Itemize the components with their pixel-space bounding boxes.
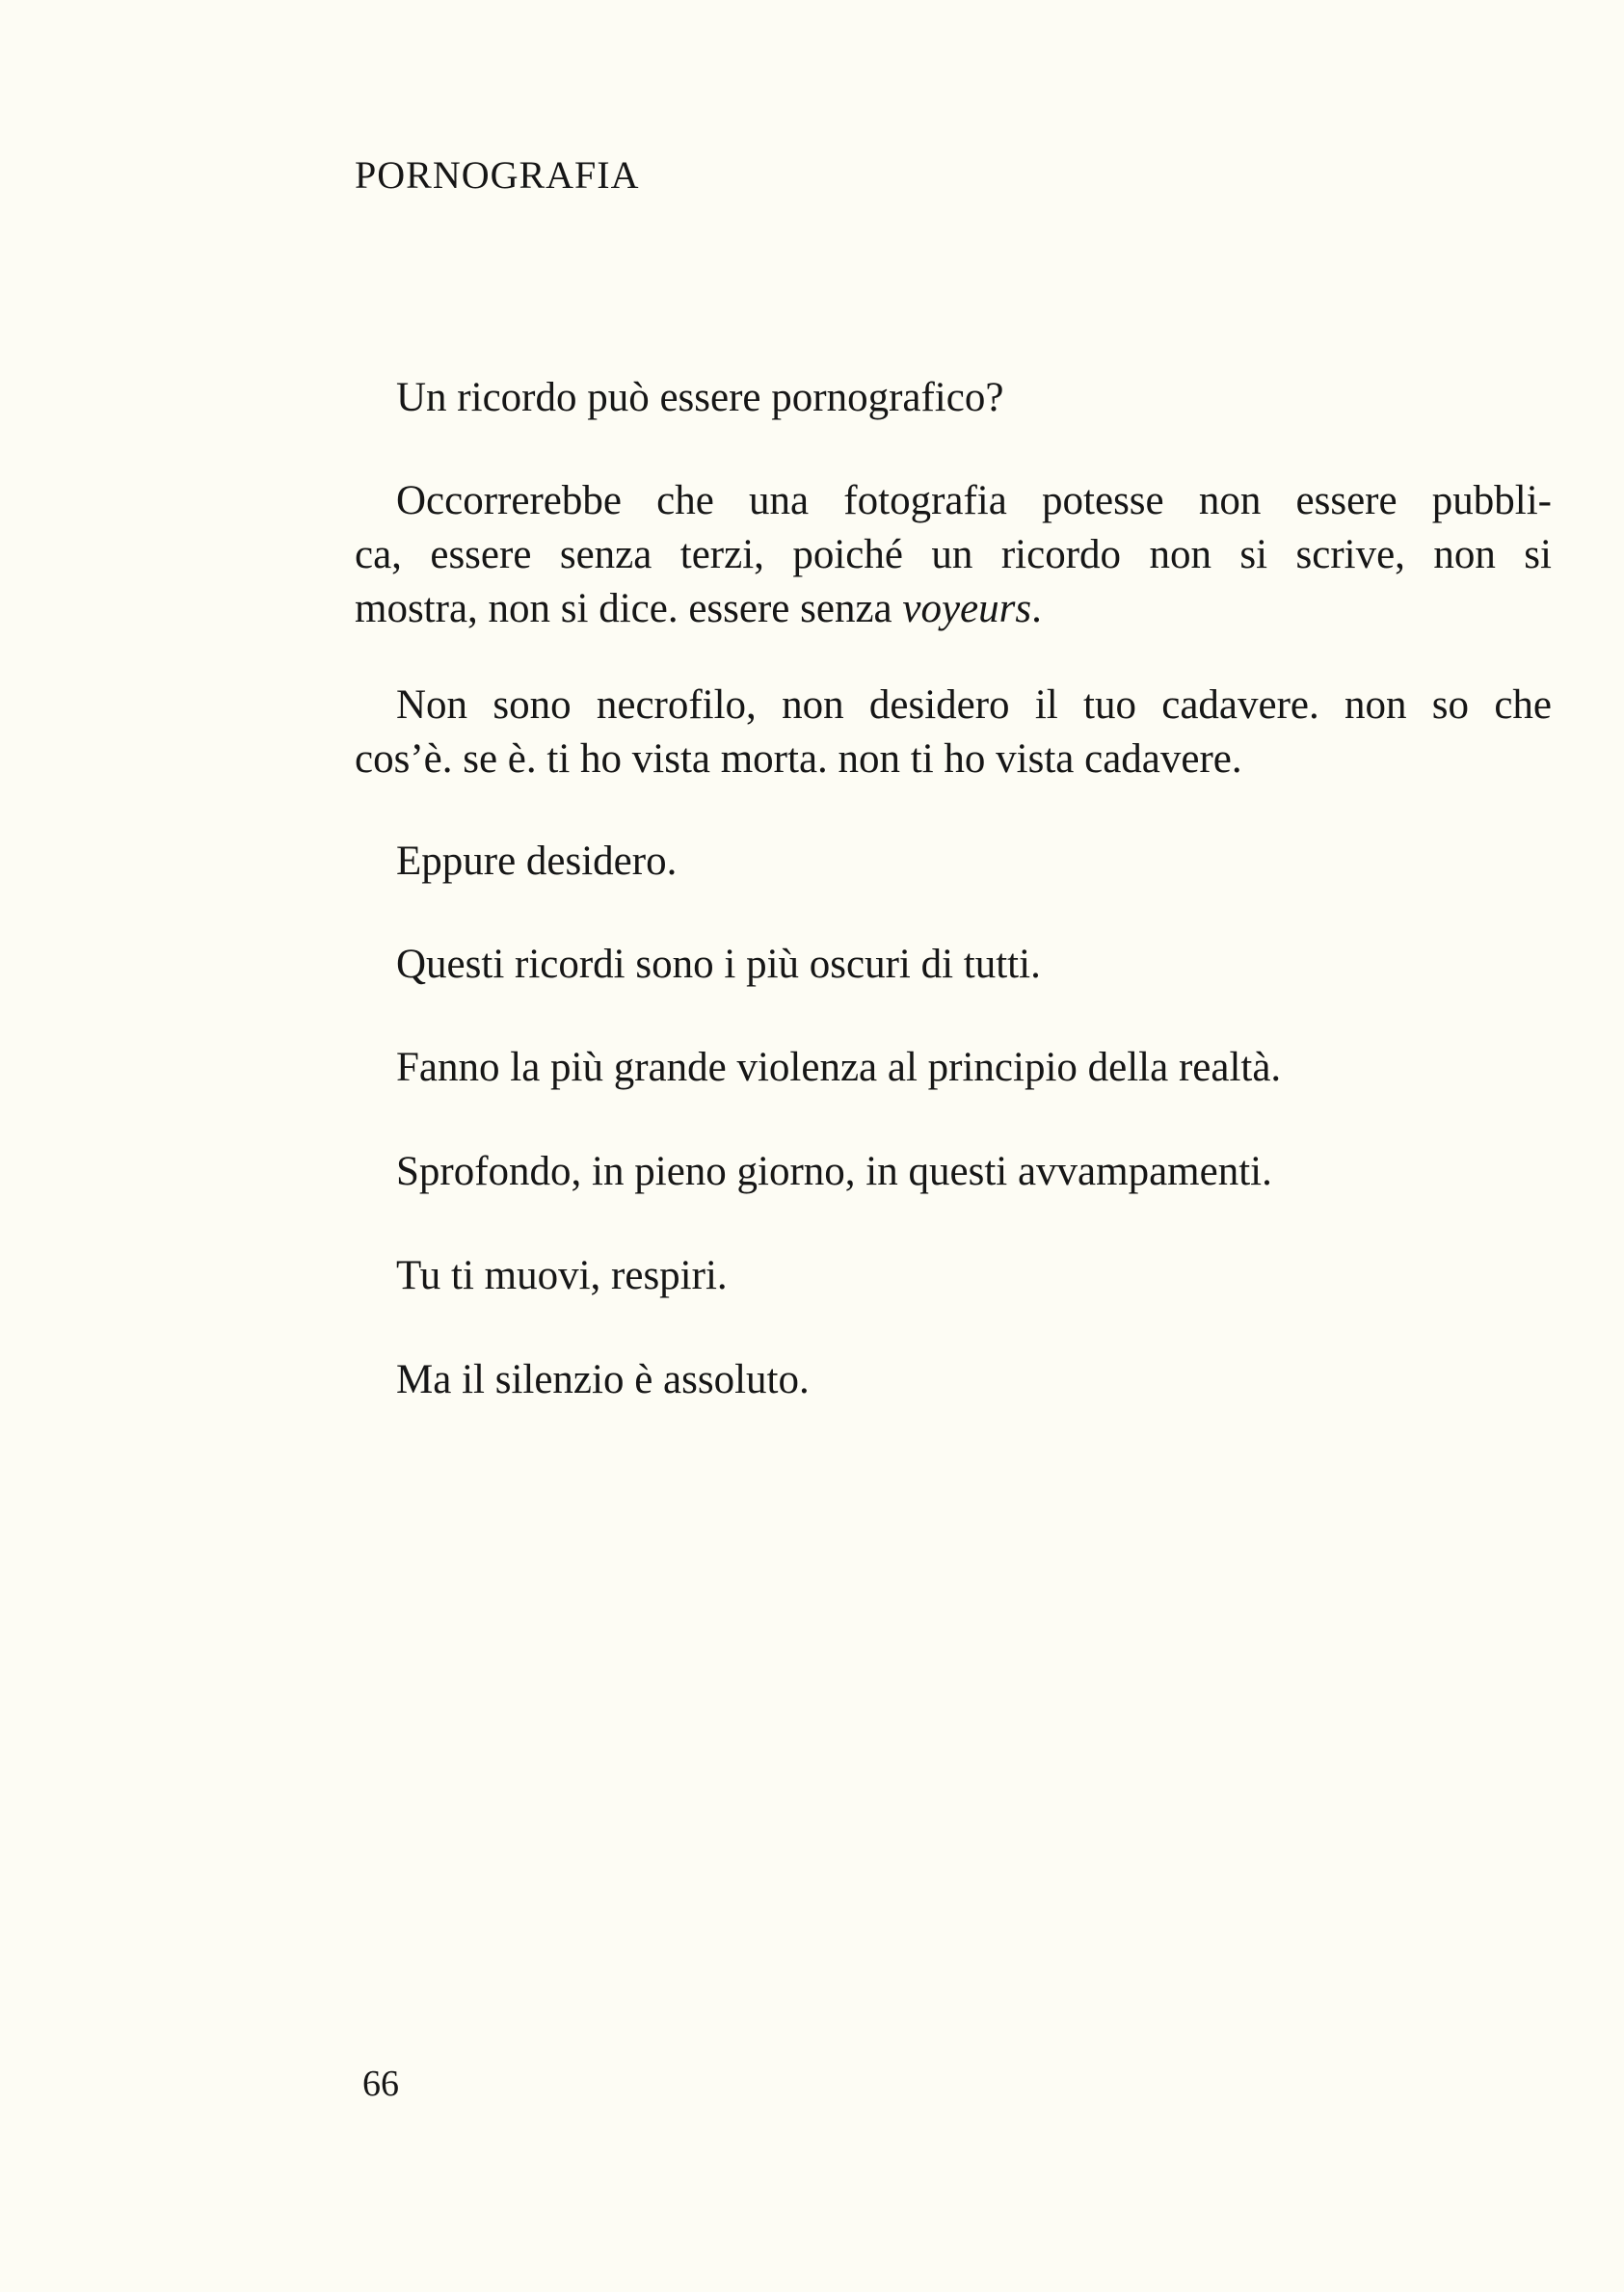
paragraph-7 [355,1145,1552,1199]
paragraph-4-line-1: Eppure desidero. [396,839,678,884]
paragraph-2-line-3-text: mostra, non si dice. essere senza [355,586,892,631]
page-number: 66 [362,2064,399,2104]
paragraph-2-line-1: Occorrerebbe che una fotografia potesse non essere pubbli- [396,478,1552,523]
paragraph-9-line-1: Ma il silenzio è assoluto. [396,1357,810,1402]
italic-voyeurs: voyeurs [902,586,1032,631]
paragraph-7-line-1: Sprofondo, in pieno giorno, in questi avvampamenti. [396,1149,1272,1194]
paragraph-3-line-2: cos’è. se è. ti ho vista morta. non ti ho vista cadavere. [355,736,1242,782]
paragraph-1 [355,371,1552,425]
paragraph-5 [355,938,1552,992]
paragraph-1-line-1: Un ricordo può essere pornografico? [396,375,1004,420]
paragraph-6 [355,1041,1552,1095]
paragraph-8 [355,1249,1552,1303]
paragraph-2-line-3 [355,582,1552,636]
paragraph-2-period: . [1031,586,1042,631]
paragraph-3-line-1: Non sono necrofilo, non desidero il tuo cadavere. non so che [396,682,1552,728]
paragraph-6-line-1: Fanno la più grande violenza al principio della realtà. [396,1045,1282,1090]
paragraph-2-line-2: ca, essere senza terzi, poiché un ricordo non si scrive, non si [355,532,1552,577]
paragraph-5-line-1: Questi ricordi sono i più oscuri di tutti. [396,942,1041,987]
chapter-title: PORNOGRAFIA [355,153,640,197]
paragraph-2 [355,474,1552,636]
paragraph-3 [355,679,1552,786]
paragraph-8-line-1: Tu ti muovi, respiri. [396,1253,728,1298]
paragraph-4 [355,835,1552,889]
paragraph-9 [355,1353,1552,1407]
